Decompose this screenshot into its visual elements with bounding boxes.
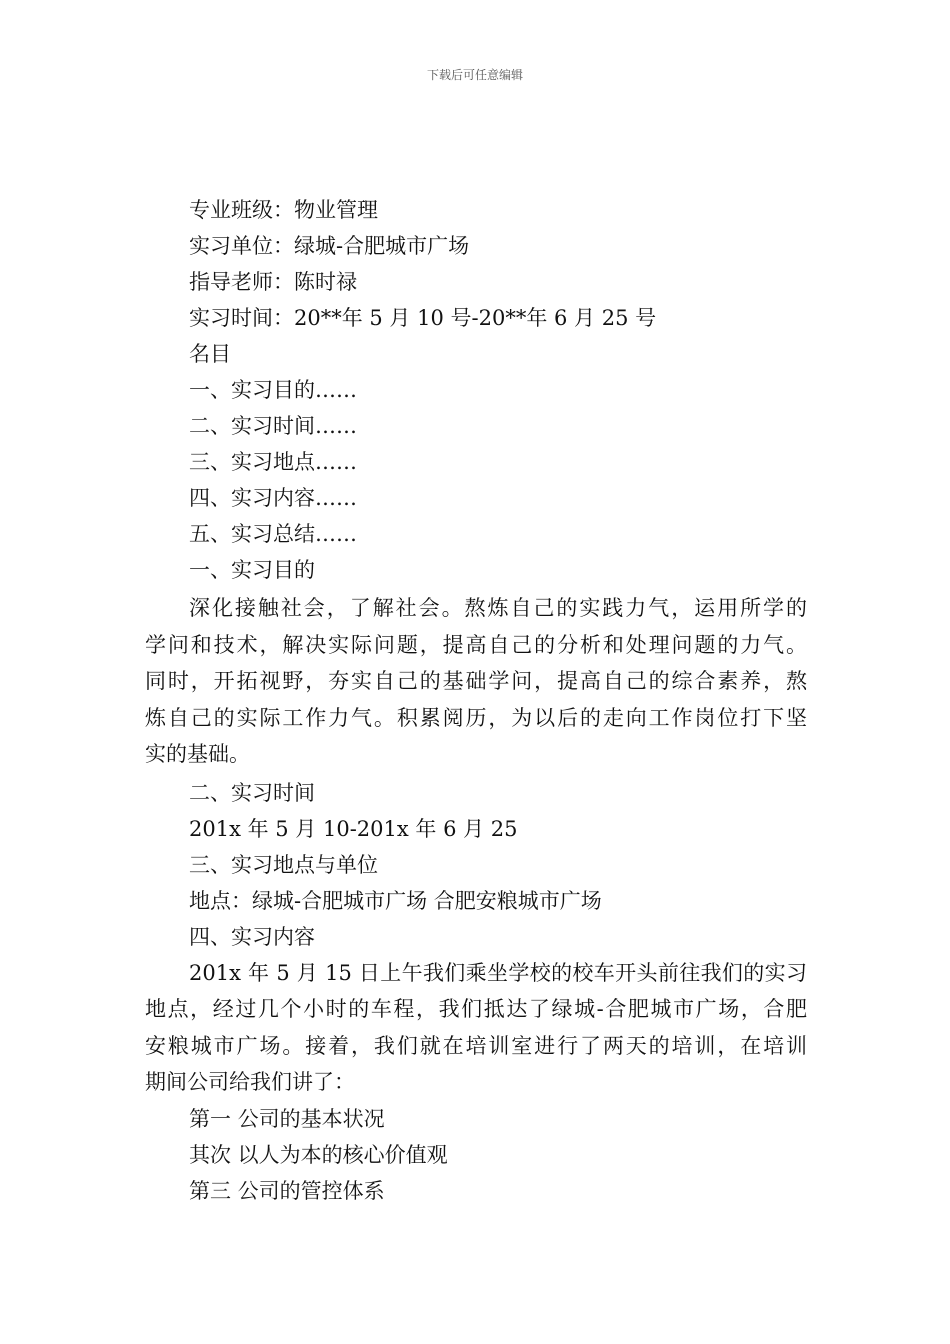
info-internship-time: 实习时间：20**年 5 月 10 号-20**年 6 月 25 号 xyxy=(189,306,657,330)
info-major-class: 专业班级：物业管理 xyxy=(189,198,378,222)
toc-item: 四、实习内容…… xyxy=(189,486,357,510)
paragraph-line: 实的基础。 xyxy=(145,742,250,766)
purpose-paragraph xyxy=(145,590,807,773)
toc-title: 名目 xyxy=(189,342,231,366)
time-text: 201x 年 5 月 10-201x 年 6 月 25 xyxy=(189,816,518,841)
toc-item: 二、实习时间…… xyxy=(189,414,357,438)
document-body xyxy=(145,192,807,1209)
paragraph-line: 炼自己的实际工作力气。积累阅历，为以后的走向工作岗位打下坚 xyxy=(145,705,807,730)
paragraph-line: 期间公司给我们讲了： xyxy=(145,1070,355,1094)
paragraph-line: 地点，经过几个小时的车程，我们抵达了绿城-合肥城市广场，合肥 xyxy=(145,997,807,1021)
info-internship-unit: 实习单位：绿城-合肥城市广场 xyxy=(189,234,470,258)
section-heading-time: 二、实习时间 xyxy=(189,780,315,805)
section-heading-content: 四、实习内容 xyxy=(189,924,315,949)
page-header: 下载后可任意编辑 xyxy=(426,68,523,82)
paragraph-line: 同时，开拓视野，夯实自己的基础学问，提高自己的综合素养，熬 xyxy=(145,669,807,693)
location-text: 地点：绿城-合肥城市广场 合肥安粮城市广场 xyxy=(189,888,602,913)
paragraph-line: 学问和技术，解决实际问题，提高自己的分析和处理问题的力气。 xyxy=(145,632,807,657)
training-item: 其次 以人为本的核心价值观 xyxy=(189,1142,448,1167)
toc-item: 三、实习地点…… xyxy=(189,450,357,474)
section-heading-location: 三、实习地点与单位 xyxy=(189,852,378,877)
toc-item: 一、实习目的…… xyxy=(189,378,357,402)
content-paragraph xyxy=(145,955,807,1101)
section-heading-purpose: 一、实习目的 xyxy=(189,558,315,582)
info-advisor: 指导老师：陈时禄 xyxy=(189,270,357,294)
training-item: 第一 公司的基本状况 xyxy=(189,1106,385,1131)
paragraph-line: 安粮城市广场。接着，我们就在培训室进行了两天的培训，在培训 xyxy=(145,1033,807,1058)
paragraph-line: 201x 年 5 月 15 日上午我们乘坐学校的校车开头前往我们的实习 xyxy=(189,960,807,985)
training-item: 第三 公司的管控体系 xyxy=(189,1178,385,1203)
toc-item: 五、实习总结…… xyxy=(189,522,357,546)
paragraph-line: 深化接触社会，了解社会。熬炼自己的实践力气，运用所学的 xyxy=(189,596,807,620)
